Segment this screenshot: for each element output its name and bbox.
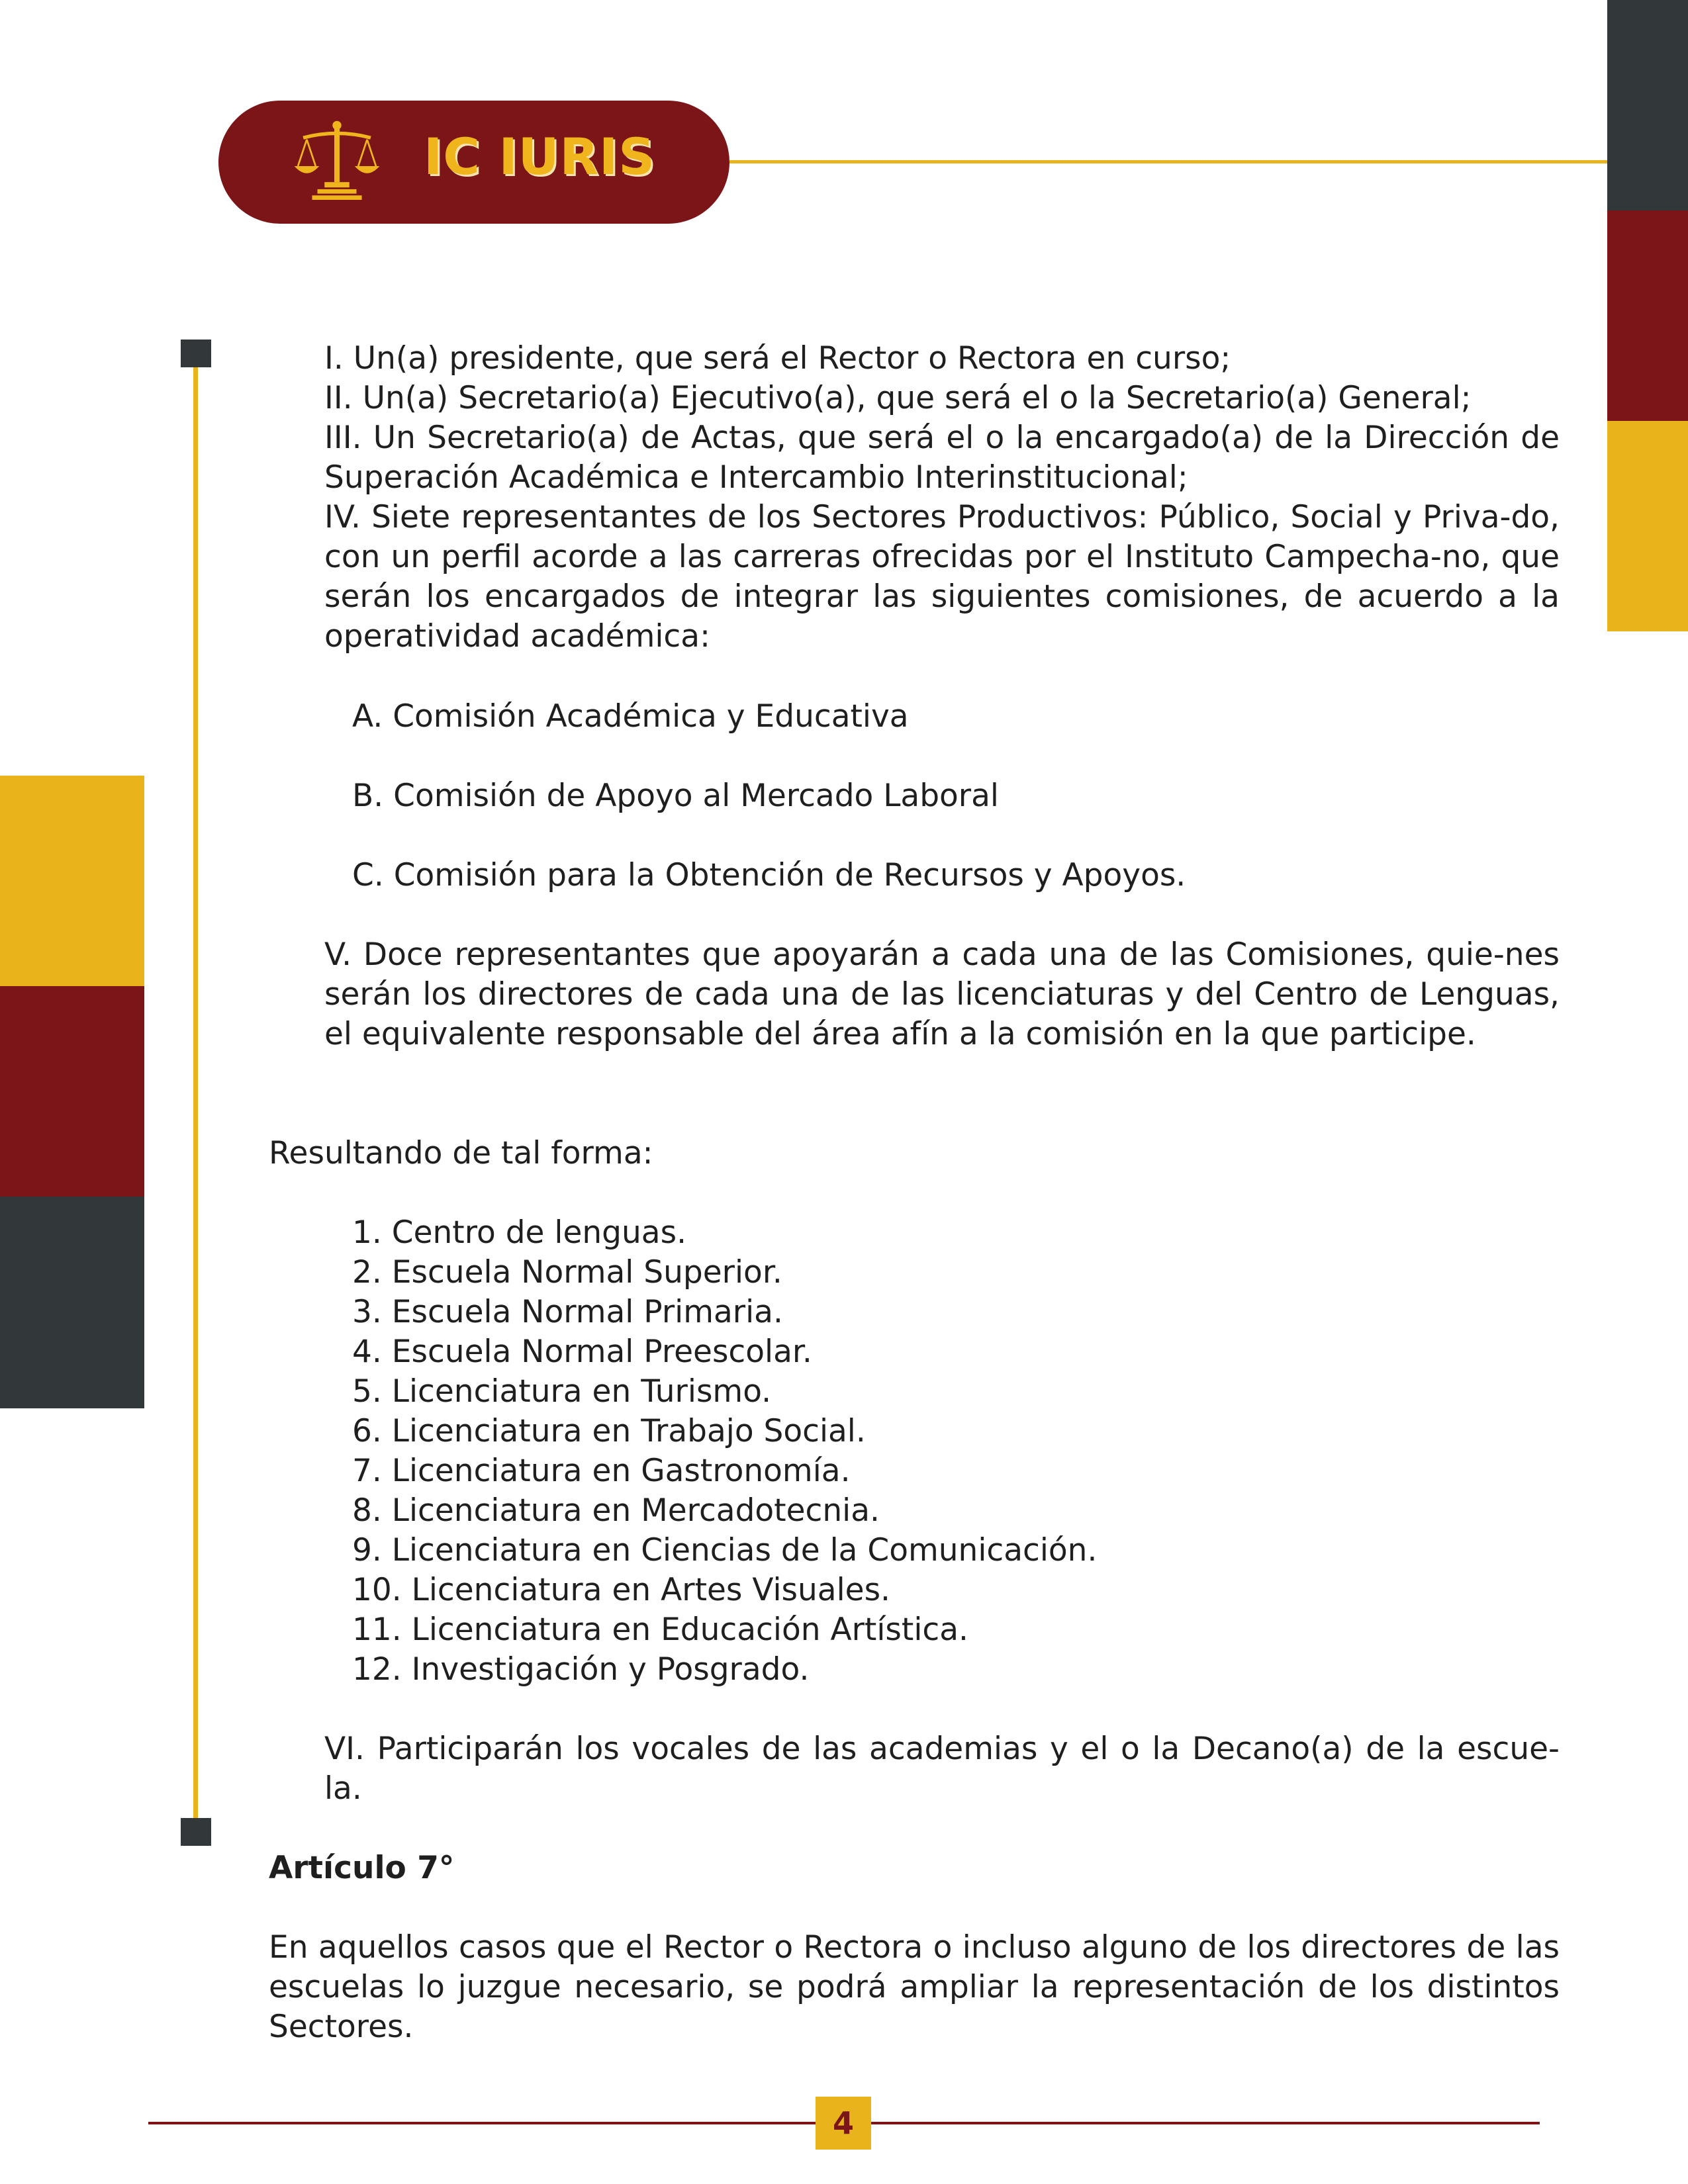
- header-pill: [218, 101, 729, 224]
- member-item: IV. Siete representantes de los Sectores Productivos: Público, Social y Priva-do, con un perfil acorde a las carreras ofrecidas por el Instituto Campecha-no, que serán los encargados de integrar las siguientes comisiones, de acuerdo a la operatividad académica:: [324, 499, 1560, 655]
- left-red-bar: [0, 986, 144, 1197]
- program-item: 12. Investigación y Posgrado.: [352, 1651, 810, 1688]
- program-item: 2. Escuela Normal Superior.: [352, 1254, 782, 1291]
- right-yellow-bar: [1607, 421, 1688, 631]
- commission-item: B. Comisión de Apoyo al Mercado Laboral: [352, 778, 999, 814]
- left-yellow-bar: [0, 776, 144, 986]
- article-paragraph: En aquellos casos que el Rector o Rectora o incluso alguno de los directores de las escuelas lo juzgue necesario, se podrá ampliar la representación de los distintos Sectores.: [269, 1929, 1560, 2045]
- member-item: II. Un(a) Secretario(a) Ejecutivo(a), que será el o la Secretario(a) General;: [324, 380, 1472, 416]
- scales-of-justice-icon: [293, 116, 381, 205]
- program-item: 5. Licenciatura en Turismo.: [352, 1373, 772, 1410]
- member-item: V. Doce representantes que apoyarán a cada una de las Comisiones, quie-nes serán los directores de cada una de las licenciaturas y del Centro de Lenguas, el equivalente responsable del área afín a la comisión en la que participe.: [324, 936, 1560, 1052]
- member-item: III. Un Secretario(a) de Actas, que será el o la encargado(a) de la Dirección de Superación Académica e Intercambio Interinstitucional;: [324, 420, 1560, 496]
- program-item: 3. Escuela Normal Primaria.: [352, 1294, 783, 1330]
- right-red-bar: [1607, 210, 1688, 421]
- program-item: 9. Licenciatura en Ciencias de la Comunicación.: [352, 1532, 1098, 1569]
- header-title: IC IURIS: [424, 127, 656, 186]
- right-dark-bar: [1607, 0, 1688, 210]
- commission-item: A. Comisión Académica y Educativa: [352, 698, 909, 735]
- page-number: 4: [816, 2097, 871, 2150]
- rule-top-square: [181, 340, 211, 367]
- member-item: VI. Participarán los vocales de las academias y el o la Decano(a) de la escue-la.: [324, 1731, 1560, 1807]
- commission-item: C. Comisión para la Obtención de Recursos y Apoyos.: [352, 857, 1186, 893]
- program-item: 6. Licenciatura en Trabajo Social.: [352, 1413, 866, 1449]
- left-dark-bar: [0, 1197, 144, 1408]
- article-title: Artículo 7°: [269, 1850, 455, 1886]
- program-item: 7. Licenciatura en Gastronomía.: [352, 1453, 851, 1489]
- header-rule: [729, 160, 1607, 163]
- vertical-rule: [193, 367, 198, 1823]
- program-item: 1. Centro de lenguas.: [352, 1214, 687, 1251]
- resultando-text: Resultando de tal forma:: [269, 1135, 653, 1171]
- program-item: 11. Licenciatura en Educación Artística.: [352, 1612, 968, 1648]
- rule-bottom-square: [181, 1818, 211, 1846]
- program-item: 8. Licenciatura en Mercadotecnia.: [352, 1492, 880, 1529]
- program-item: 10. Licenciatura en Artes Visuales.: [352, 1572, 890, 1608]
- member-item: I. Un(a) presidente, que será el Rector o Rectora en curso;: [324, 340, 1231, 377]
- program-item: 4. Escuela Normal Preescolar.: [352, 1334, 812, 1370]
